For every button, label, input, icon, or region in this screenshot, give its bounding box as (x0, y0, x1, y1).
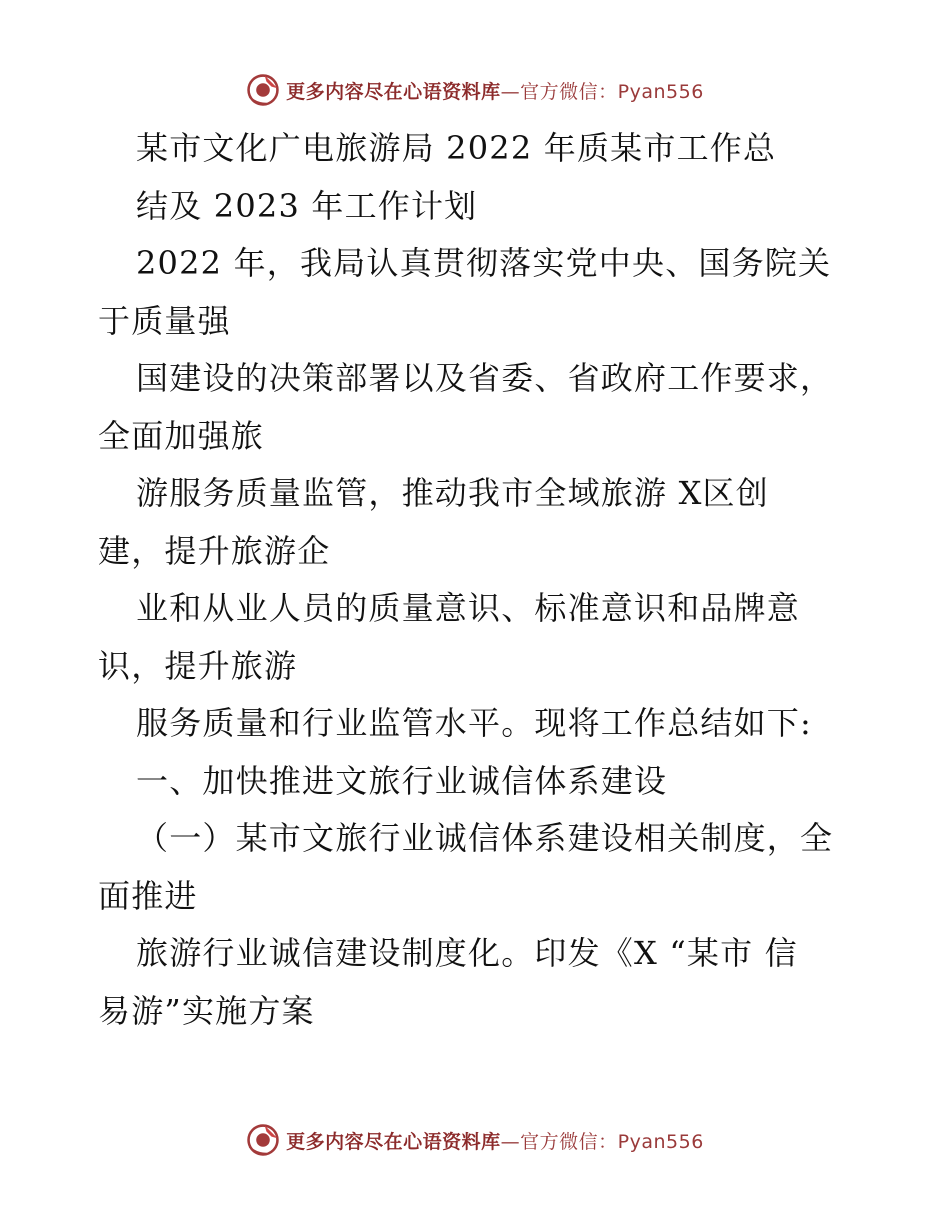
watermark-wechat-text: 官方微信：Pyan556 (520, 1130, 704, 1153)
watermark-separator: — (500, 1130, 521, 1153)
paragraph-line: 游服务质量监管，推动我市全域旅游 X区创 (136, 474, 769, 512)
document-body (98, 120, 878, 1040)
paragraph-line: 建，提升旅游企 (98, 531, 331, 570)
title-line-1: 某市文化广电旅游局 2022 年质某市工作总 (136, 129, 777, 167)
paragraph-line: 于质量强 (98, 301, 231, 340)
section-heading: 一、加快推进文旅行业诚信体系建设 (136, 761, 668, 800)
paragraph-line: 全面加强旅 (98, 416, 265, 455)
watermark-main-text: 更多内容尽在心语资料库 (286, 80, 501, 103)
paragraph-line: 识，提升旅游 (98, 646, 298, 685)
title-line-2: 结及 2023 年工作计划 (136, 186, 478, 225)
header-watermark (0, 70, 950, 110)
footer-watermark (0, 1120, 950, 1160)
paragraph-line: 国建设的决策部署以及省委、省政府工作要求， (136, 359, 834, 397)
paragraph-line: 易游”实施方案 (98, 991, 315, 1030)
paragraph-line: 服务质量和行业监管水平。现将工作总结如下: (136, 704, 812, 742)
paragraph-line: 2022 年，我局认真贯彻落实党中央、国务院关 (136, 244, 832, 282)
brand-logo-icon (246, 1123, 280, 1157)
paragraph-line: 业和从业人员的质量意识、标准意识和品牌意 (136, 589, 801, 627)
paragraph-line: 旅游行业诚信建设制度化。印发《X “某市 信 (136, 934, 798, 972)
brand-logo-icon (246, 73, 280, 107)
watermark-main-text: 更多内容尽在心语资料库 (286, 1130, 501, 1153)
watermark-separator: — (500, 80, 521, 103)
subsection-heading-line: （一）某市文旅行业诚信体系建设相关制度，全 (136, 819, 834, 857)
watermark-wechat-text: 官方微信：Pyan556 (520, 80, 704, 103)
paragraph-line: 面推进 (98, 876, 198, 915)
